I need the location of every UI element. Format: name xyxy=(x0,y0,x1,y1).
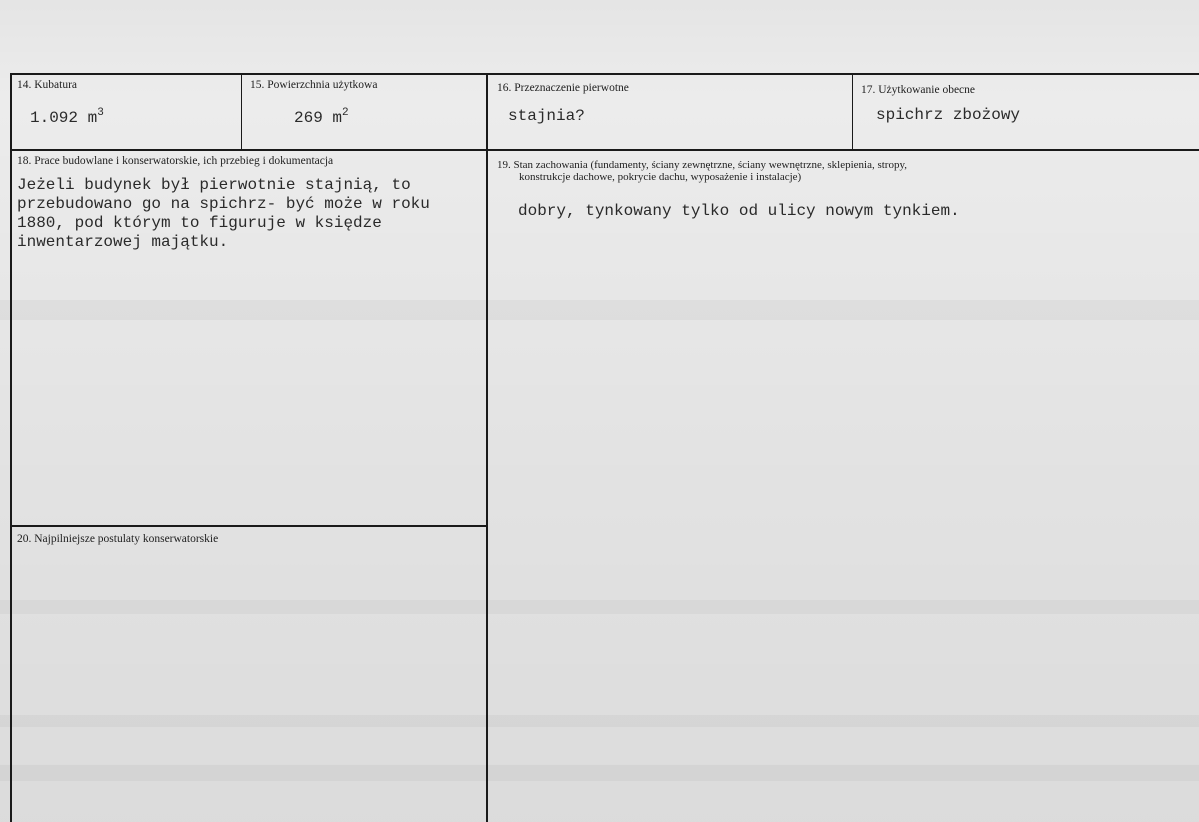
stan-label-line2: konstrukcje dachowe, pokrycie dachu, wyposażenie i instalacje) xyxy=(519,171,802,183)
rule-top xyxy=(10,73,1199,75)
uzytkowanie-value: spichrz zbożowy xyxy=(876,106,1021,124)
prace-value: Jeżeli budynek był pierwotnie stajnią, to przebudowano go na spichrz- być może w roku 1880, pod którym to figuruje w księdze inwentarzowej majątku. xyxy=(17,176,430,251)
stan-value: dobry, tynkowany tylko od ulicy nowym tynkiem. xyxy=(518,202,960,220)
rule-col-15 xyxy=(241,73,242,150)
kubatura-value: 1.092 $m^3$ xyxy=(30,107,104,127)
przeznaczenie-label: 16. Przeznaczenie pierwotne xyxy=(497,82,629,94)
scan-artifact xyxy=(0,300,1199,320)
rule-row2 xyxy=(10,149,1199,151)
prace-label: 18. Prace budowlane i konserwatorskie, ich przebieg i dokumentacja xyxy=(17,155,334,167)
stan-label-line1: 19. Stan zachowania (fundamenty, ściany zewnętrzne, ściany wewnętrzne, sklepienia, stropy, xyxy=(497,159,908,171)
powierzchnia-value: 269 $m^2$ xyxy=(294,107,349,127)
rule-col-16 xyxy=(486,73,488,822)
scan-artifact xyxy=(0,715,1199,727)
kubatura-label: 14. Kubatura xyxy=(17,79,78,91)
scan-artifact xyxy=(0,765,1199,781)
postulaty-label: 20. Najpilniejsze postulaty konserwatorskie xyxy=(17,533,219,545)
rule-col-17 xyxy=(852,73,853,150)
rule-left-edge xyxy=(10,73,12,822)
uzytkowanie-label: 17. Użytkowanie obecne xyxy=(861,84,976,96)
rule-box-20 xyxy=(10,525,487,527)
przeznaczenie-value: stajnia? xyxy=(508,107,585,125)
powierzchnia-label: 15. Powierzchnia użytkowa xyxy=(250,79,378,91)
scan-artifact xyxy=(0,600,1199,614)
